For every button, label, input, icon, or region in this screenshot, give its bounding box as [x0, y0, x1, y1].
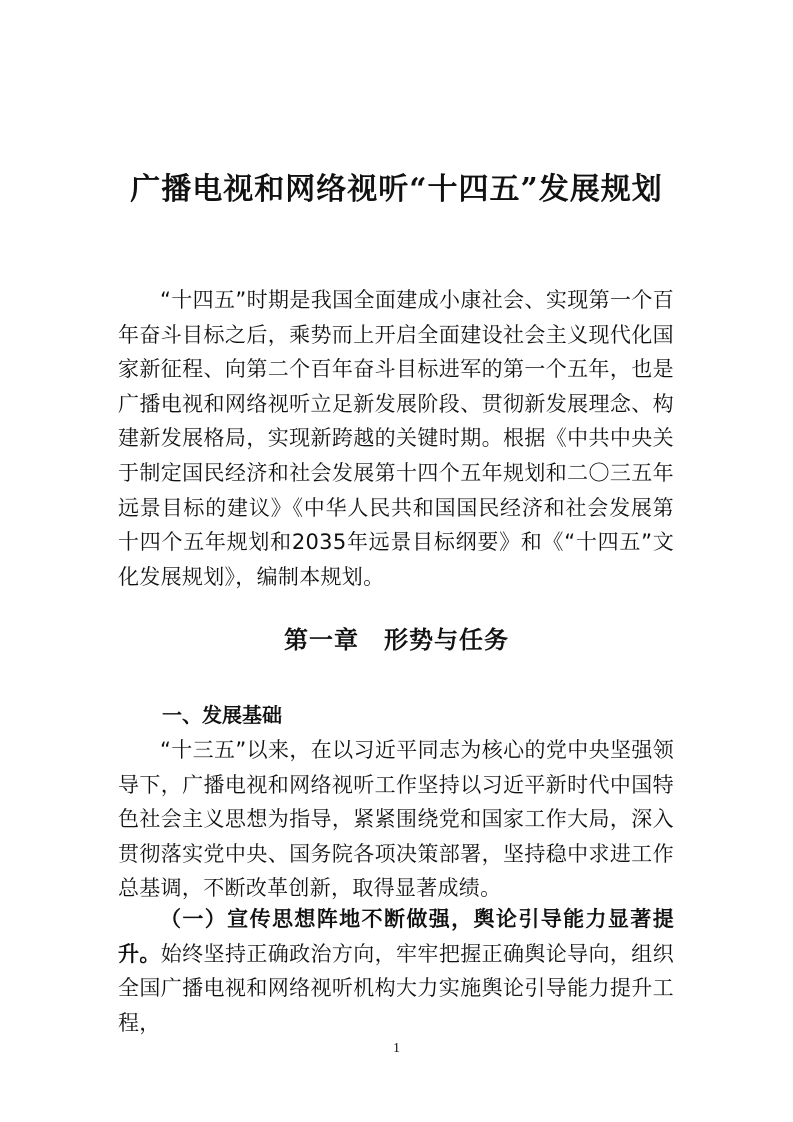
body-paragraph-1: “十三五”以来，在以习近平同志为核心的党中央坚强领导下，广播电视和网络视听工作坚持以习近平新时代中国特色社会主义思想为指导，紧紧围绕党和国家工作大局，深入贯彻落实党中央、国务院各项决策部署，坚持稳中求进工作总基调，不断改革创新，取得显著成绩。 — [118, 738, 674, 901]
chapter-title: 第一章 形势与任务 — [284, 625, 509, 654]
document-title: 广播电视和网络视听“十四五”发展规划 — [130, 172, 663, 207]
page-number: 1 — [393, 1041, 400, 1056]
intro-paragraph: “十四五”时期是我国全面建成小康社会、实现第一个百年奋斗目标之后，乘势而上开启全面建设社会主义现代化国家新征程、向第二个百年奋斗目标进军的第一个五年，也是广播电视和网络视听立足新发展阶段、贯彻新发展理念、构建新发展格局，实现新跨越的关键时期。根据《中共中央关于制定国民经济和社会发展第十四个五年规划和二〇三五年远景目标的建议》《中华人民共和国国民经济和社会发展第十四个五年规划和2035年远景目标纲要》和《“十四五”文化发展规划》，编制本规划。 — [118, 288, 674, 589]
body-paragraph-2 — [118, 902, 674, 1040]
paragraph-2-bold-lead: （一）宣传思想阵地不断做强，舆论引导能力显著提升。 — [118, 906, 674, 966]
section-heading: 一、发展基础 — [162, 703, 282, 727]
paragraph-2-body: 始终坚持正确政治方向，牢牢把握正确舆论导向，组织全国广播电视和网络视听机构大力实施舆论引导能力提升工程， — [118, 941, 674, 1035]
